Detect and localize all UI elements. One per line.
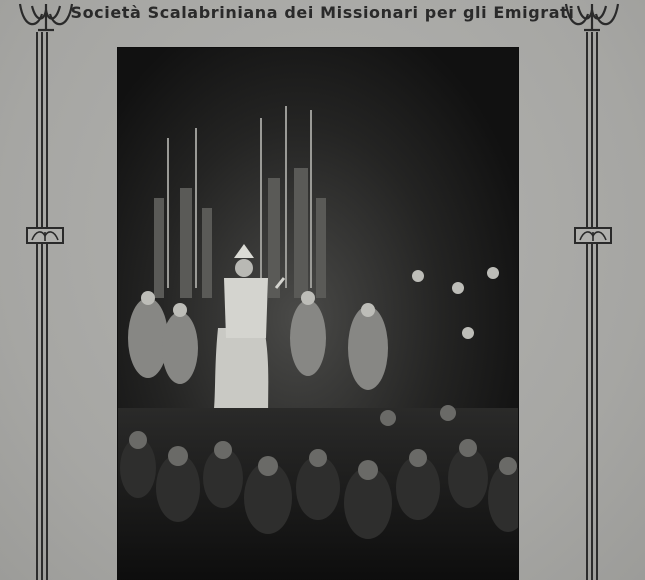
bracket-icon	[574, 226, 612, 251]
bracket-icon	[26, 226, 64, 251]
right-border-column	[584, 32, 600, 580]
society-title: Società Scalabriniana dei Missionari per gli Emigrati	[70, 3, 575, 22]
ceremony-photo	[117, 47, 519, 580]
left-border-column	[34, 32, 50, 580]
